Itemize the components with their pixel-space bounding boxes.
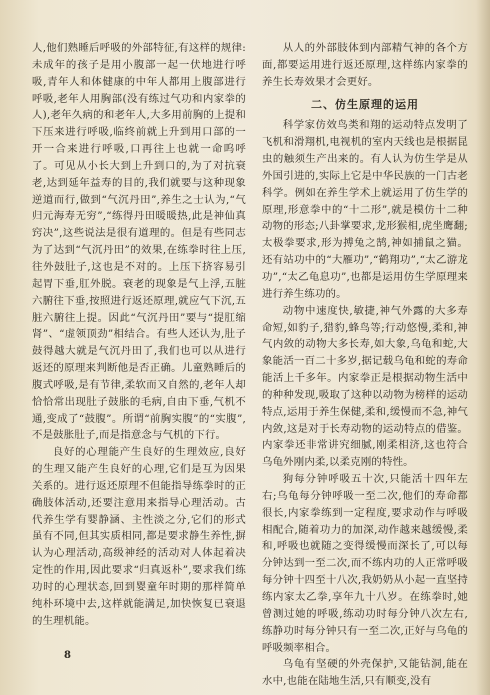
body-paragraph-4: 动物中速度快,敏捷,神气外露的大多寿命短,如豹子,猎豹,蜂鸟等;行动悠慢,柔和,神气内敛的动物大多长寿,如大象,乌龟和蛇,大象能活一百二十多岁,据记载乌龟和蛇的寿命能活上千多年。内家拳正是根据动物生活中的种种发现,吸取了这种以动物为榜样的运动特点,运用于养生保健,柔和,缓慢而不急,神气内敛,这是对于长寿动物的运动特点的借鉴。内家拳还非常讲究细腻,刚柔相济,这也符合乌龟外刚内柔,以柔克刚的特性。 [262, 304, 468, 469]
page-number: 8 [64, 650, 71, 661]
body-paragraph-2: 良好的心理能产生良好的生理效应,良好的生理又能产生良好的心理,它们是互为因果关系的。进行返还原理不但能指导练拳时的正确肢体活动,还要注意用来指导心理活动。古代养生学有婴静涵、主性淡之分,它们的形式虽有不同,但其实质相同,都是要求静生养性,摒认为心理活动,高级神经的活动对人体起着决定性的作用,因此要求“归真返朴”,要求我们练功时的心理状态,回到婴童年时期的那样简单纯朴环境中去,这样就能满足,加快恢复已衰退的生理机能。 [32, 446, 246, 627]
page-edge-shadow [476, 0, 490, 695]
section-heading: 二、仿生原理的运用 [311, 97, 419, 111]
body-paragraph-6: 乌龟有坚硬的外壳保护,又能钻洞,能在水中,也能在陆地生活,只有顺变,没有 [262, 658, 468, 688]
body-paragraph-5: 狗每分钟呼吸五十次,只能活十四年左右;乌龟每分钟呼吸一至二次,他们的寿命都很长,内家拳练到一定程度,要求动作与呼吸相配合,随着功力的加深,动作越来越缓慢,柔和,呼吸也就随之变得缓慢而深长了,可以每分钟达到一至二次,而不练内功的人正常呼吸每分钟十四至十八次,我奶奶从小起一直坚持练内家太乙拳,享年九十八岁。在练拳时,她曾测过她的呼吸,练动功时每分钟八次左右,练静功时每分钟只有一至二次,正好与乌龟的呼吸频率相合。 [262, 473, 468, 654]
right-column [262, 40, 468, 690]
body-paragraph-3: 科学家仿效鸟类和翔的运动特点发明了飞机和滑翔机,电视机的室内天线也是根据昆虫的触须生产出来的。有人认为仿生学是从外国引进的,实际上它是中华民族的一门古老科学。例如在养生学术上就运用了仿生学的原理,形意拳中的“十二形”,就是模仿十二种动物的形态;八卦掌要求,龙形猴相,虎坐鹰翻;太极拳要求,形为搏兔之鹄,神如捕鼠之猫。还有站功中的“大雁功”,“鹤翔功”,“太乙游龙功”,“太乙龟息功”,也都是运用仿生学原理来进行养生练功的。 [262, 119, 468, 300]
intro-paragraph: 从人的外部肢体到内部精气神的各个方面,都要运用进行返还原理,这样练内家拳的养生长寿效果才会更好。 [262, 42, 468, 88]
body-paragraph-1: 人,他们熟睡后呼吸的外部特征,有这样的规律:未成年的孩子是用小腹部一起一伏地进行呼吸,青年人和体健康的中年人都用上腹部进行呼吸,老年人用胸部(没有练过气功和内家拳的人),老年久病的和老年人,大多用前胸的上提和下压来进行呼吸,临终前就上升到用口部的一开一合来进行呼吸,口再往上也就一命呜呼了。可见从小长大到上升到口的,为了对抗衰老,达到延年益寿的目的,我们就要与这种现象逆道而行,做到“气沉丹田”,养生之士认为,“气归元海寿无穷”,“练得丹田暖暖热,此是神仙真窍决”,这些说法是很有道理的。但是有些同志为了达到“气沉丹田”的效果,在练拳时往上压,往外鼓肚子,这也是不对的。上压下挤容易引起胃下垂,肛外脱。衰老的现象是气上浮,五脏六腑往下垂,按照进行返还原理,就应气下沉,五脏六腑往上提。因此“气沉丹田”要与“提肛缩肾”、“虚领顶劲”相结合。有些人还认为,肚子鼓得越大就是气沉丹田了,我们也可以从进行返还的原理来判断他是否正确。儿童熟睡后的腹式呼吸,是有节律,柔软而又自然的,老年人却恰恰常出现肚子鼓胀的毛病,自由下垂,气机不通,变成了“鼓腹”。所谓“前胸实腹”的“实腹”,不是鼓胀肚子,而是指意念与气机的下行。 [32, 42, 246, 442]
left-column [32, 40, 246, 630]
